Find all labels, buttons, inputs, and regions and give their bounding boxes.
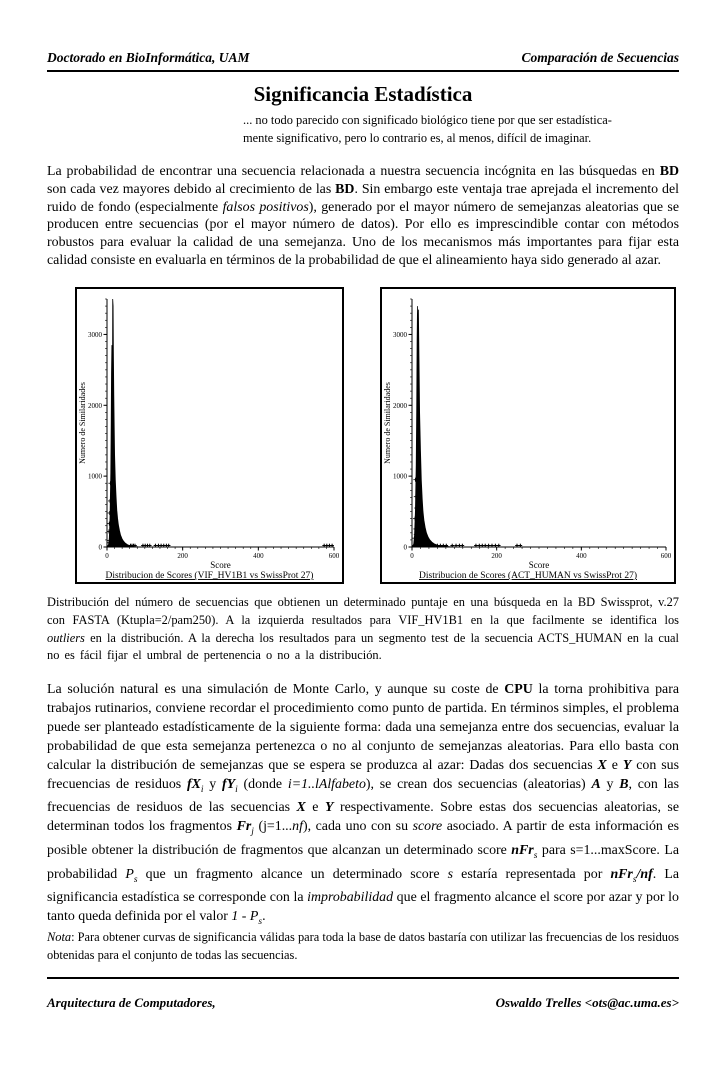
svg-text:3000: 3000 <box>393 330 407 339</box>
text-segment: s <box>258 916 263 927</box>
svg-text:400: 400 <box>253 552 264 560</box>
score-distribution-chart-right <box>382 289 674 582</box>
text-segment: A <box>591 776 601 792</box>
intro-paragraph <box>47 163 679 270</box>
text-segment: fY <box>221 776 236 792</box>
svg-text:2000: 2000 <box>393 401 407 410</box>
text-segment: en la distribución. A la derecha los resultados para un segmento test de la secuencia ACTS_HUMAN en la cual no es fácil fijar el umbral de pertenencia o no a la distribución. <box>47 630 679 663</box>
note-paragraph <box>47 929 679 964</box>
text-segment: X <box>597 757 607 773</box>
text-segment: la torna prohibitiva para trabajos rutinarios, conviene recordar el procedimiento como punto de partida. En términos simples, el problema puede ser planteado estadísticamente de la siguiente forma: dada una semejanza entre dos secuencias, evaluar la probabilidad de que esta semejanza pertenezca o no al conjunto de semejanzas aleatorias. Para ello basta con calcular la distribución de semejanzas que se espera se produzca al azar: Dadas dos secuencias <box>47 682 679 773</box>
subtitle-line-2: mente significativo, pero lo contrario es, al menos, difícil de imaginar. <box>243 130 592 145</box>
text-segment: que un fragmento alcance un determinado score <box>137 866 448 882</box>
text-segment: para s=1...maxScore. La probabilidad <box>47 842 679 882</box>
text-segment: s <box>632 874 637 885</box>
text-segment: s <box>133 874 138 885</box>
text-segment: . La significancia estadística se corresponde con la <box>47 866 679 906</box>
text-segment: P <box>125 866 134 882</box>
text-segment: s <box>447 866 454 882</box>
figure-caption <box>47 594 679 665</box>
text-segment: Y <box>622 757 632 773</box>
text-segment: BD <box>659 164 679 179</box>
text-segment: i <box>200 784 204 795</box>
text-segment: i=1..lAlfabeto <box>287 776 366 792</box>
text-segment: X <box>296 800 306 816</box>
svg-text:Numero de Similaridades: Numero de Similaridades <box>383 382 392 464</box>
svg-text:Distribucion de Scores (ACT_HU: Distribucion de Scores (ACT_HUMAN vs SwissProt 27) <box>419 571 637 581</box>
text-segment: nFr <box>511 842 534 858</box>
text-segment: Y <box>324 800 334 816</box>
page-title: Significancia Estadística <box>253 82 473 106</box>
svg-text:Numero de Similaridades: Numero de Similaridades <box>78 382 87 464</box>
text-segment: falsos positivos <box>222 199 309 215</box>
footer <box>47 995 679 1011</box>
text-segment: 1 - P <box>231 909 259 925</box>
text-segment: improbabilidad <box>307 890 394 906</box>
text-segment: BD <box>335 181 355 197</box>
text-segment: respectivamente. Sobre estas dos secuencias aleatorias, se determinan todos los fragmentos <box>47 800 679 835</box>
svg-text:Score: Score <box>528 560 550 570</box>
text-segment: e <box>305 800 325 816</box>
text-segment: asociado. A partir de esta información es posible obtener la distribución de fragmentos que alcanzan un determinado score <box>47 819 680 858</box>
text-segment: La probabilidad de encontrar una secuencia relacionada a nuestra secuencia incógnita en las búsquedas en <box>47 164 660 179</box>
header <box>47 50 679 66</box>
footer-rule <box>47 977 679 979</box>
text-segment: fX <box>186 776 201 792</box>
svg-text:600: 600 <box>660 552 672 560</box>
text-segment: Nota <box>47 930 72 944</box>
text-segment: . Sin embargo este ventaja trae aprejada el incremento del ruido de fondo (especialmente <box>47 181 679 215</box>
text-segment: nf <box>292 819 303 835</box>
footer-right-text: Oswaldo Trelles <ots@ac.uma.es> <box>495 995 679 1010</box>
text-segment: ), se crean dos secuencias (aleatorias) <box>365 776 592 792</box>
svg-text:200: 200 <box>177 552 188 560</box>
footer-left-text: Arquitectura de Computadores, <box>47 995 216 1010</box>
svg-text:Score: Score <box>210 560 231 570</box>
svg-text:2000: 2000 <box>88 401 102 410</box>
svg-text:0: 0 <box>403 543 407 552</box>
text-segment: Fr <box>236 819 252 835</box>
text-segment: Distribución del número de secuencias que obtienen un determinado puntaje en una búsqueda en la BD Swissprot, v.27 con FASTA (Ktupla=2/pam250). A la izquierda resultados para VIF_HV1B1 en la que facilmente se identifica los <box>47 595 679 627</box>
svg-text:400: 400 <box>576 552 587 560</box>
text-segment: ), generado por el mayor número de semejanzas aleatorias que se producen entre secuencias (por el mayor número de datos). Por ello es imprescindible contar con métodos robustos para evaluar la calidad de una semejanza. Uno de los mecanismos más importantes para fijar esta calidad consiste en evaluarla en términos de la probabilidad de que el alineamiento haya sido generado al azar. <box>47 199 679 268</box>
subtitle <box>243 112 680 147</box>
text-segment: score <box>412 819 443 835</box>
svg-text:1000: 1000 <box>393 472 407 481</box>
text-segment: outliers <box>47 630 85 645</box>
text-segment: j <box>251 826 254 837</box>
text-segment: y <box>600 776 620 792</box>
text-segment: i <box>235 784 238 795</box>
subtitle-line-1: ... no todo parecido con significado biológico tiene por que ser estadística- <box>243 113 612 127</box>
text-segment: y <box>203 776 222 792</box>
header-left-text: Doctorado en BioInformática, UAM <box>47 50 250 65</box>
svg-text:0: 0 <box>410 552 414 560</box>
text-segment: que el fragmento alcance el score por azar y por lo tanto queda definida por el valor <box>47 890 679 925</box>
svg-text:600: 600 <box>328 552 340 560</box>
text-segment: con sus frecuencias de residuos <box>47 757 679 792</box>
text-segment: B <box>619 776 629 792</box>
figure-score-distribution-right <box>380 287 676 584</box>
score-distribution-chart-left <box>77 289 342 582</box>
text-segment: e <box>606 757 623 773</box>
text-segment: estaría representada por <box>453 866 611 882</box>
text-segment: nFr <box>610 866 633 882</box>
text-segment: (donde <box>237 776 288 792</box>
header-rule <box>47 70 679 72</box>
svg-text:1000: 1000 <box>88 472 102 481</box>
text-segment: (j=1... <box>253 819 293 835</box>
header-right-text: Comparación de Secuencias <box>521 50 679 65</box>
svg-text:Distribucion de Scores (VIF_HV: Distribucion de Scores (VIF_HV1B1 vs SwissProt 27) <box>105 571 314 581</box>
figure-score-distribution-left <box>75 287 344 584</box>
text-segment: : Para obtener curvas de significancia válidas para toda la base de datos bastaría con utilizar las frecuencias de los residuos obtenidas para el conjunto de todas las secuencias. <box>47 930 679 962</box>
text-segment: ), cada uno con su <box>302 819 413 835</box>
svg-text:0: 0 <box>98 543 102 552</box>
text-segment: /nf <box>636 866 653 882</box>
svg-text:3000: 3000 <box>88 330 102 339</box>
svg-text:200: 200 <box>491 552 502 560</box>
svg-text:0: 0 <box>105 552 109 560</box>
text-segment: . <box>262 909 266 925</box>
text-segment: CPU <box>504 682 533 697</box>
text-segment: son cada vez mayores debido al crecimiento de las <box>47 181 336 197</box>
method-paragraph <box>47 681 679 932</box>
text-segment: , con las frecuencias de residuos de las secuencias <box>47 776 679 816</box>
text-segment: s <box>533 850 538 861</box>
text-segment: La solución natural es una simulación de Monte Carlo, y aunque su coste de <box>47 682 505 697</box>
